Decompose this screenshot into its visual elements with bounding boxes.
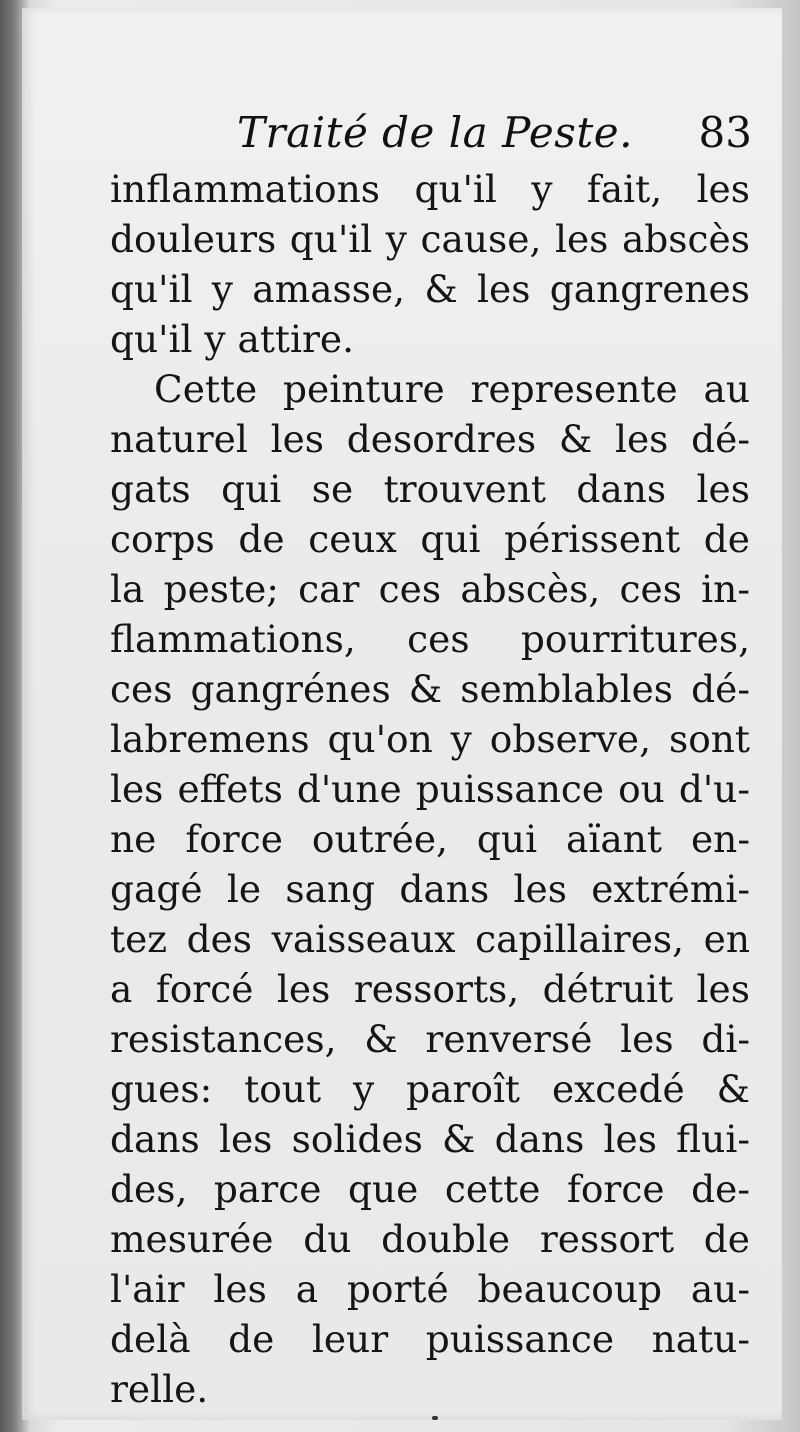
paragraph-first-line: Cette peinture represente au bbox=[154, 367, 750, 411]
text-line: l'air les a porté beaucoup au- bbox=[110, 1267, 750, 1311]
text-line: inflammations qu'il y fait, les bbox=[110, 167, 750, 211]
text-line: les effets d'une puissance ou d'u- bbox=[110, 767, 750, 811]
text-line: mesurée du double ressort de bbox=[110, 1217, 750, 1261]
text-line: ne force outrée, qui aïant en- bbox=[110, 817, 750, 861]
text-line: labremens qu'on y observe, sont bbox=[110, 717, 750, 761]
text-line: qu'il y amasse, & les gangrenes bbox=[110, 267, 750, 311]
text-line: flammations, ces pourritures, bbox=[110, 617, 750, 661]
text-line: gats qui se trouvent dans les bbox=[110, 467, 750, 511]
text-line: tez des vaisseaux capillaires, en bbox=[110, 917, 750, 961]
book-page bbox=[22, 8, 782, 1420]
running-head bbox=[112, 108, 752, 168]
text-line: relle. bbox=[110, 1367, 209, 1411]
text-line: des, parce que cette force de- bbox=[110, 1167, 750, 1211]
text-line: naturel les desordres & les dé- bbox=[110, 417, 750, 461]
text-line: gues: tout y paroît excedé & bbox=[110, 1067, 750, 1111]
text-line: douleurs qu'il y cause, les abscès bbox=[110, 217, 750, 261]
text-line: resistances, & renversé les di- bbox=[110, 1017, 750, 1061]
text-line: corps de ceux qui périssent de bbox=[110, 517, 750, 561]
page-number: 83 bbox=[698, 108, 752, 157]
text-line: delà de leur puissance natu- bbox=[110, 1317, 750, 1361]
text-line: a forcé les ressorts, détruit les bbox=[110, 967, 750, 1011]
text-line: qu'il y attire. bbox=[110, 317, 355, 361]
text-line: la peste; car ces abscès, ces in- bbox=[110, 567, 750, 611]
text-line: ces gangrénes & semblables dé- bbox=[110, 667, 750, 711]
text-line: gagé le sang dans les extrémi- bbox=[110, 867, 750, 911]
running-title: Traité de la Peste. bbox=[237, 108, 633, 157]
body-text bbox=[110, 164, 750, 1414]
ink-speck bbox=[432, 1416, 438, 1420]
text-line: dans les solides & dans les flui- bbox=[110, 1117, 750, 1161]
